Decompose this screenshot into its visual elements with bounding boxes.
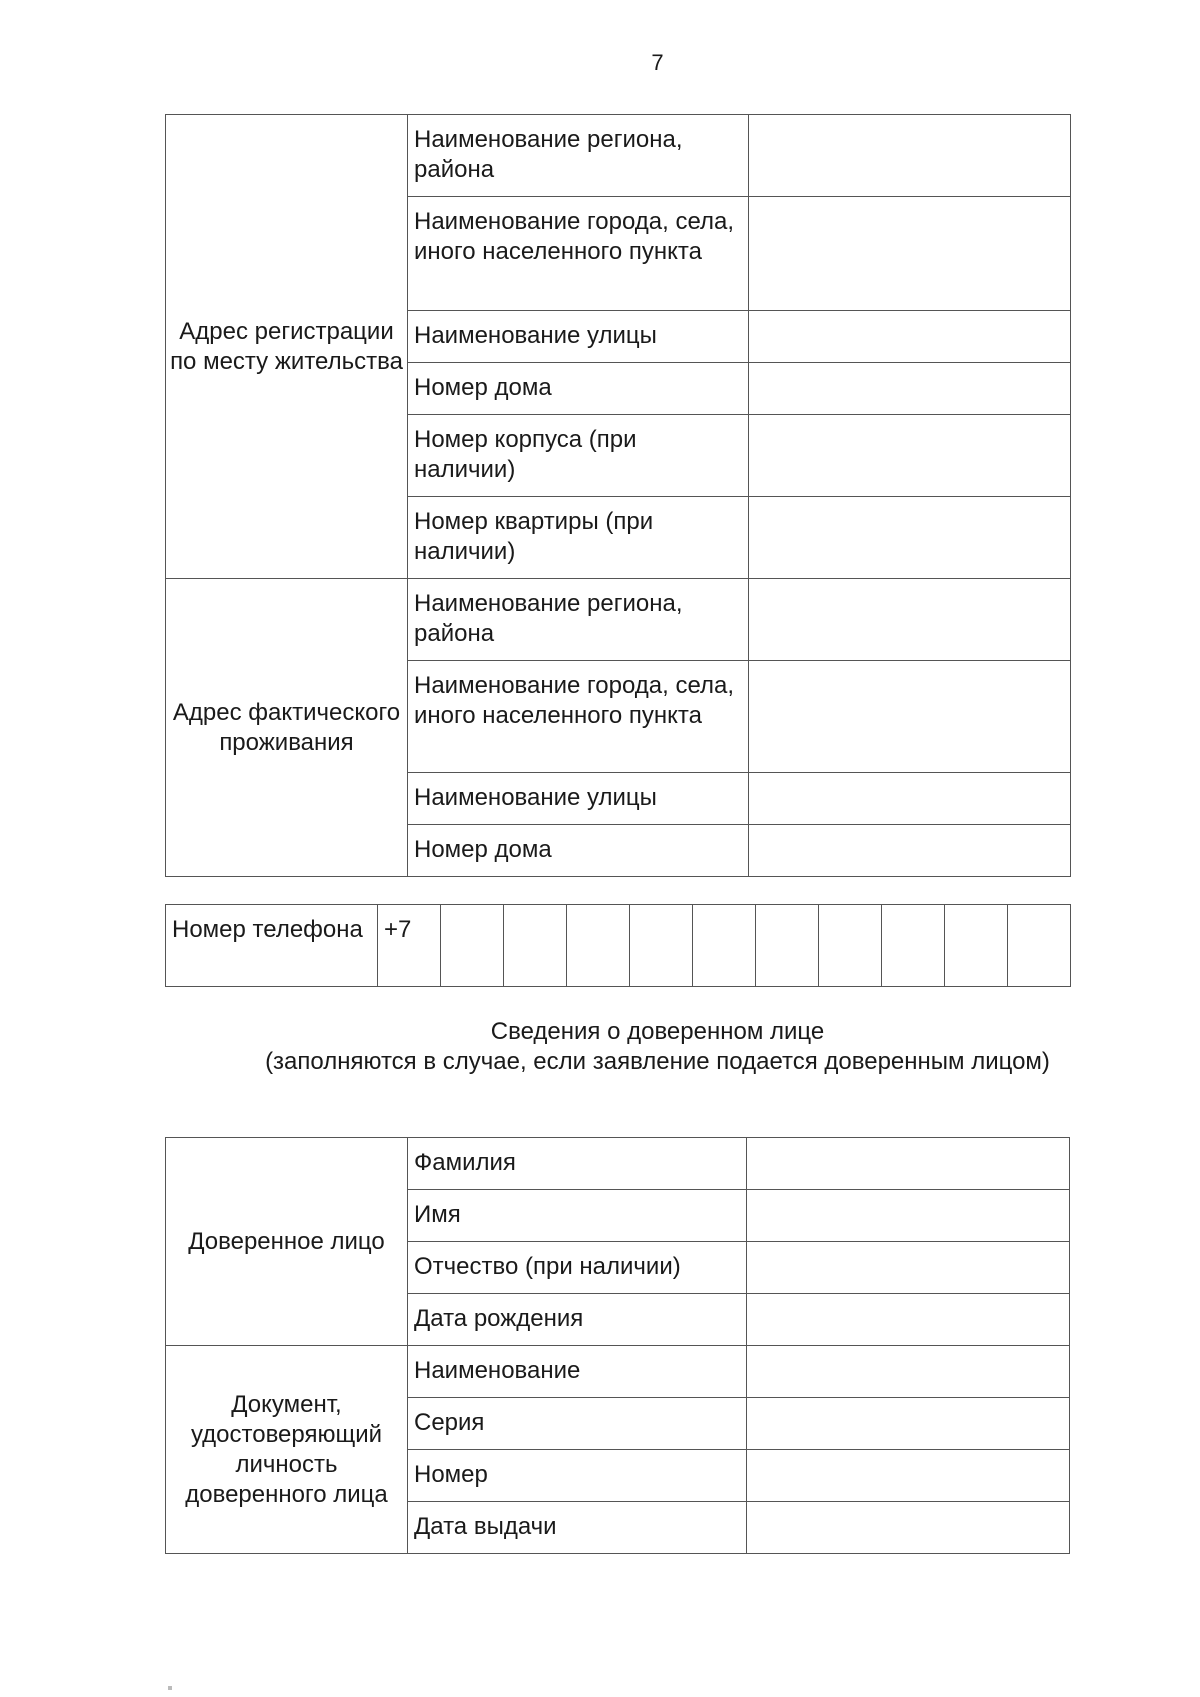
phone-digit-input[interactable] — [756, 905, 819, 987]
trustee-section-title: Сведения о доверенном лице — [490, 1018, 825, 1045]
field-label: Наименование региона, района — [408, 115, 749, 197]
field-label: Наименование — [408, 1346, 747, 1398]
document-series-input[interactable] — [747, 1398, 1070, 1450]
table-row — [166, 579, 1071, 661]
phone-prefix: +7 — [378, 905, 441, 987]
phone-digit-input[interactable] — [945, 905, 1008, 987]
field-label: Дата выдачи — [408, 1502, 747, 1554]
trustee-name-input[interactable] — [747, 1190, 1070, 1242]
field-label: Дата рождения — [408, 1294, 747, 1346]
footer-mark — [168, 1686, 172, 1690]
phone-digit-input[interactable] — [693, 905, 756, 987]
registration-apartment-input[interactable] — [749, 497, 1071, 579]
registration-house-input[interactable] — [749, 363, 1071, 415]
field-label: Наименование города, села, иного населенного пункта — [408, 197, 749, 311]
field-label: Наименование улицы — [408, 773, 749, 825]
phone-digit-input[interactable] — [441, 905, 504, 987]
phone-digit-input[interactable] — [630, 905, 693, 987]
actual-house-input[interactable] — [749, 825, 1071, 877]
document-name-input[interactable] — [747, 1346, 1070, 1398]
registration-city-input[interactable] — [749, 197, 1071, 311]
phone-digit-input[interactable] — [819, 905, 882, 987]
address-table — [165, 114, 1071, 877]
field-label: Номер — [408, 1450, 747, 1502]
field-label: Наименование региона, района — [408, 579, 749, 661]
trustee-document-group-label: Документ, удостоверяющий личность доверенного лица — [166, 1346, 408, 1554]
phone-digit-input[interactable] — [567, 905, 630, 987]
document-issue-date-input[interactable] — [747, 1502, 1070, 1554]
field-label: Отчество (при наличии) — [408, 1242, 747, 1294]
trustee-person-group-label: Доверенное лицо — [166, 1138, 408, 1346]
document-number-input[interactable] — [747, 1450, 1070, 1502]
phone-table — [165, 904, 1071, 987]
trustee-surname-input[interactable] — [747, 1138, 1070, 1190]
field-label: Наименование города, села, иного населенного пункта — [408, 661, 749, 773]
actual-region-input[interactable] — [749, 579, 1071, 661]
actual-street-input[interactable] — [749, 773, 1071, 825]
registration-street-input[interactable] — [749, 311, 1071, 363]
table-row — [166, 1138, 1070, 1190]
trustee-table — [165, 1137, 1070, 1554]
registration-building-input[interactable] — [749, 415, 1071, 497]
page-number: 7 — [651, 50, 664, 75]
trustee-birthdate-input[interactable] — [747, 1294, 1070, 1346]
field-label: Серия — [408, 1398, 747, 1450]
trustee-patronymic-input[interactable] — [747, 1242, 1070, 1294]
field-label: Номер дома — [408, 825, 749, 877]
field-label: Номер корпуса (при наличии) — [408, 415, 749, 497]
table-row — [166, 905, 1071, 987]
actual-city-input[interactable] — [749, 661, 1071, 773]
trustee-section-heading — [255, 1017, 1060, 1077]
field-label: Номер квартиры (при наличии) — [408, 497, 749, 579]
registration-region-input[interactable] — [749, 115, 1071, 197]
trustee-section-subtitle: (заполняются в случае, если заявление подается доверенным лицом) — [265, 1048, 1050, 1075]
table-row — [166, 1346, 1070, 1398]
phone-digit-input[interactable] — [882, 905, 945, 987]
phone-digit-input[interactable] — [1008, 905, 1071, 987]
field-label: Наименование улицы — [408, 311, 749, 363]
field-label: Фамилия — [408, 1138, 747, 1190]
registration-address-group-label: Адрес регистрации по месту жительства — [166, 115, 408, 579]
phone-digit-input[interactable] — [504, 905, 567, 987]
field-label: Имя — [408, 1190, 747, 1242]
field-label: Номер дома — [408, 363, 749, 415]
actual-address-group-label: Адрес фактического проживания — [166, 579, 408, 877]
phone-label: Номер телефона — [166, 905, 378, 987]
table-row — [166, 115, 1071, 197]
